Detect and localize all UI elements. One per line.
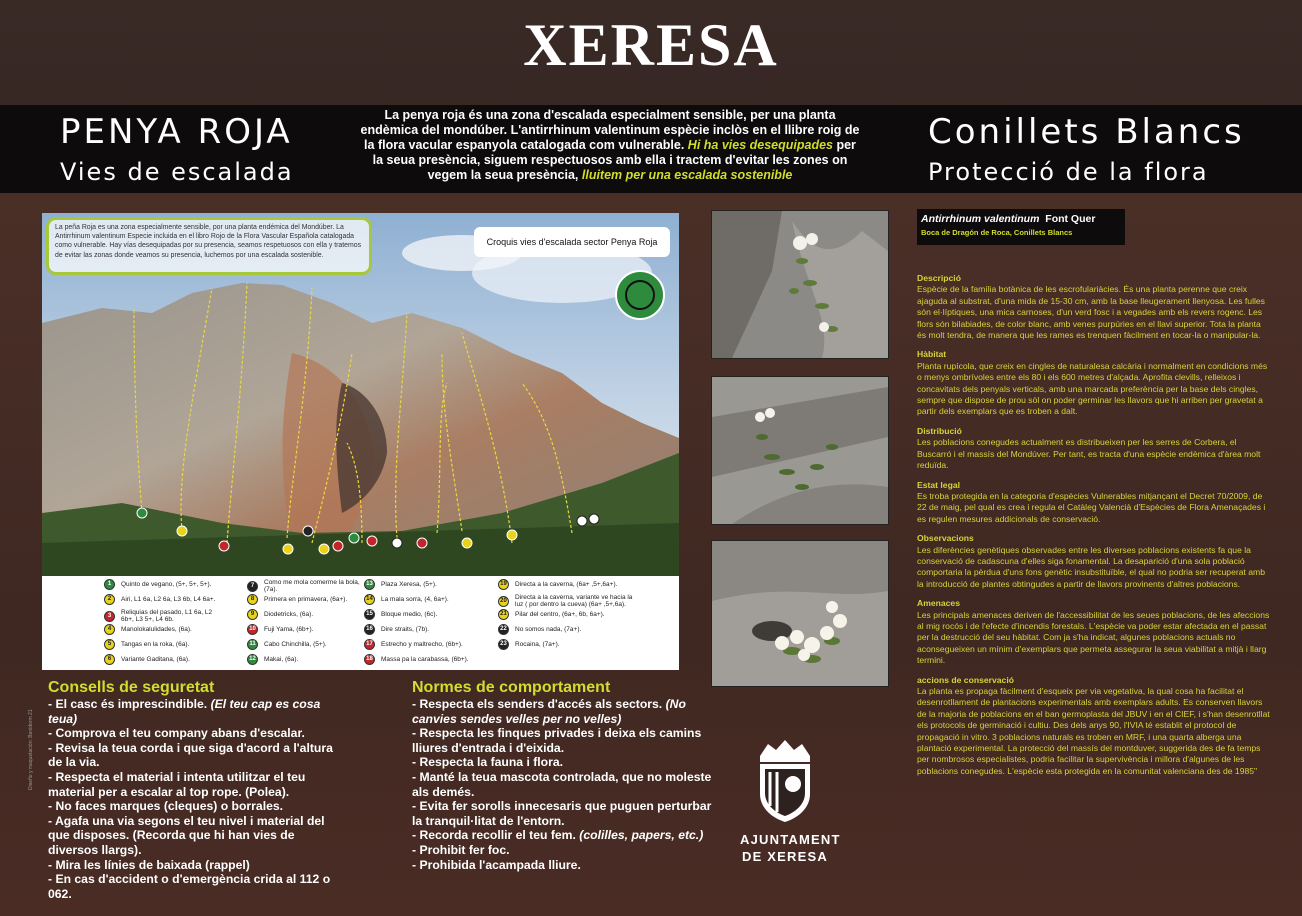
flora-section-text: La planta es propaga fàcilment d'esqueix per via vegetativa, la qual cosa ha facilitat el desenrotllament de plantacions experimentals amb exemplars adults. Es conserven llavors de la majoria de poblacions en el ban germoplasta del JBUV i en el CIEF, i s'han desenrotllat els protocols de germinació i cultiu. Des dels anys 90, l'IVIA té establit el protocol de propagació in vitro. 3 poblacions naturals es troben en MRF, i una quarta alberga una plantació experimental. La protecció del massís del montduver, suggerida des de fa temps per nombrosos especialistes, podria facilitar la supervivència i millora d'algunes de les poblacions conegudes. L'espècie esta protegida en la comunitat valenciana des de 1985"	[917, 686, 1270, 776]
rule-text: - Agafa una via segons el teu nivel i material del que disposes. (Recorda que hi han vies de diversos llargs).	[48, 813, 325, 857]
flora-section-text: Planta rupícola, que creix en cingles de naturalesa calcària i normalment en condicions més o menys ombrívoles entre els 80 i els 600 metres d'alçada. Aprofita clevills, relleixos i concavitats dels penyals verticals, amb una marcada preferència per la base dels cingles, sempre que dispose de prou sòl on poder germinar les llavors que hi arriben per gravetat a partir dels exemplars que es troben a dalt.	[917, 360, 1268, 417]
route-number-badge: 14	[364, 594, 375, 605]
route-number-badge: 9	[247, 609, 258, 620]
flora-section-heading: Amenaces	[917, 598, 960, 609]
species-author: Font Quer	[1045, 213, 1096, 225]
route-number-badge: 1	[104, 579, 115, 590]
route-number-badge: 18	[364, 654, 375, 665]
flora-section-heading: Descripció	[917, 273, 961, 283]
rule-item	[412, 770, 712, 799]
conillets-subtitle: Protecció de la flora	[928, 158, 1209, 186]
flora-section-heading: Observacions	[917, 533, 974, 544]
legend-text: Estrecho y maltrecho, (6b+).	[381, 641, 463, 648]
legend-item	[247, 594, 367, 605]
rule-text: - Respecta les finques privades i deixa els camins lliures d'entrada i d'eixida.	[412, 726, 702, 755]
rule-text: - No faces marques (cleques) o borrales.	[48, 799, 284, 814]
flora-section-heading: Estat legal	[917, 479, 960, 490]
flora-section-text: Espècie de la família botànica de les escrofulariàcies. És una planta perenne que creix ajaguda al substrat, d'una mida de 15-30 cm, amb la base lleugerament llenyosa. Les fulles són el·líptiques, una mica carnoses, d'un verd fosc i a vegades amb els revers rogenc. Les flors són bilabiades, de color blanc, amb venes purpúries en el llavi superior. Tota la planta és molt tendra, de manera que les rames es trenquen fàcilment en tocar-la o manipular-la.	[917, 284, 1265, 341]
penya-roja-title: PENYA ROJA	[60, 112, 293, 152]
legend-item	[498, 624, 638, 635]
route-number-badge: 23	[498, 639, 509, 650]
rule-item	[412, 858, 712, 873]
route-number-badge: 22	[498, 624, 509, 635]
flora-section-text: Es troba protegida en la categoria d'espècies Vulnerables mitjançant el Decret 70/2009, de 22 de maig, pel qual es crea i regula el Catàleg Valencià d'Espècies de Flora Amenaçades i es regulen mesures addicionals de conservació.	[917, 490, 1266, 524]
rule-item	[48, 741, 348, 770]
club-logo	[616, 271, 664, 319]
route-number-badge: 12	[247, 654, 258, 665]
route-number-badge: 16	[364, 624, 375, 635]
legend-item	[364, 639, 484, 650]
route-number-badge: 20	[498, 596, 509, 607]
route-number-badge: 7	[247, 581, 258, 592]
route-number-badge: 15	[364, 609, 375, 620]
rule-note: (colilles, papers, etc.)	[579, 828, 704, 843]
species-common-name: Boca de Dragón de Roca, Conillets Blancs	[921, 228, 1073, 237]
species-header	[917, 209, 1125, 245]
penya-roja-subtitle: Vies de escalada	[60, 158, 294, 186]
legend-text: Quinto de vegano, (5+, 5+, 5+).	[121, 581, 212, 588]
route-number-badge: 11	[247, 639, 258, 650]
flora-section-heading: Hàbitat	[917, 349, 947, 360]
route-legend	[42, 576, 679, 670]
legend-item	[104, 624, 224, 635]
plant-photo-2	[711, 376, 889, 525]
legend-item	[498, 609, 638, 620]
rule-note: (No canvies sendes velles per no velles)	[412, 697, 686, 726]
design-credit: Diseño y maquetación: Benidorm 21	[28, 709, 34, 790]
legend-item	[247, 639, 367, 650]
legend-text: Primera en primavera, (6a+).	[264, 596, 348, 603]
route-number-badge: 2	[104, 594, 115, 605]
rule-item	[48, 814, 348, 858]
climbing-topo	[42, 213, 679, 670]
coat-of-arms-icon	[740, 736, 830, 826]
rule-item	[412, 697, 712, 726]
route-number-badge: 19	[498, 579, 509, 590]
rule-text: - Prohibit fer foc.	[412, 842, 510, 857]
legend-text: Bloque medio, (6c).	[381, 611, 438, 618]
behaviour-title: Normes de comportament	[412, 679, 611, 696]
legend-text: Makai, (6a).	[264, 656, 299, 663]
legend-text: Tangas en la roka, (6a).	[121, 641, 190, 648]
route-number-badge: 8	[247, 594, 258, 605]
legend-item	[364, 579, 484, 590]
legend-text: Directa a la caverna, variante ve hacia la luz ( por dentro la cueva) (6a+ ,5+,6a).	[515, 594, 633, 608]
legend-text: Fuji Yama, (6b+).	[264, 626, 314, 633]
page-title: XERESA	[523, 12, 779, 78]
rule-item	[48, 858, 348, 873]
legend-text: Plaza Xeresa, (5+).	[381, 581, 437, 588]
legend-item	[364, 624, 484, 635]
legend-item	[247, 654, 367, 665]
legend-item	[104, 654, 224, 665]
logo-line-2: DE XERESA	[742, 849, 828, 864]
rule-text: - Comprova el teu company abans d'escalar.	[48, 726, 305, 741]
flora-section-heading: accions de conservació	[917, 674, 1014, 685]
legend-text: Como me mola comerme la bola, (7a).	[264, 579, 360, 593]
rule-item	[412, 799, 712, 828]
legend-item	[498, 639, 638, 650]
legend-text: Rocaina, (7a+).	[515, 641, 560, 648]
behaviour-section	[412, 679, 712, 872]
route-number-badge: 13	[364, 579, 375, 590]
legend-item	[104, 639, 224, 650]
intro-text: La penya roja és una zona d'escalada especialment sensible, per una planta endèmica del mondúber. L'antirrhinum valentinum espècie inclòs en el llibre roig de la flora vacular espanyola catalogada com vulnerable. Hi ha vies desequipades per la seua presència, siguem respectuosos amb ella i tractem d'evitar les zones on vegem la seua presència, lluitem per una escalada sostenible	[360, 108, 860, 182]
legend-text: Pilar del centro, (6a+, 6b, 6a+).	[515, 611, 605, 618]
rule-item	[412, 726, 712, 755]
croquis-label: Croquis vies d'escalada sector Penya Roja	[474, 227, 670, 257]
rule-text: - El casc és imprescindible.	[48, 697, 211, 711]
rule-text: - Evita fer sorolls innecesaris que puguen perturbar la tranquil·litat de l'entorn.	[412, 799, 712, 828]
legend-text: Cabo Chinchilla, (5+).	[264, 641, 327, 648]
route-number-badge: 6	[104, 654, 115, 665]
rule-text: - Revisa la teua corda i que siga d'acord a l'altura de la via.	[48, 740, 333, 770]
rule-text: - Prohibida l'acampada lliure.	[412, 857, 581, 872]
flora-section-heading: Distribució	[917, 425, 962, 436]
flora-info	[917, 265, 1272, 777]
safety-section	[48, 679, 348, 901]
route-number-badge: 3	[104, 611, 115, 622]
legend-item	[498, 594, 638, 608]
plant-photo-3	[711, 540, 889, 687]
legend-text: Massa pa la carabassa, (6b+).	[381, 656, 469, 663]
legend-item	[247, 609, 367, 620]
conillets-title: Conillets Blancs	[928, 112, 1245, 152]
rule-text: - En cas d'accident o d'emergència crida al 112 o 062.	[48, 872, 331, 901]
legend-item	[247, 579, 367, 593]
rule-note: (El teu cap es cosa teua)	[48, 697, 321, 726]
behaviour-list	[412, 697, 712, 872]
route-number-badge: 4	[104, 624, 115, 635]
topo-note: La peña Roja es una zona especialmente sensible, por una planta endémica del Mondúber. La Antirrhinum valentinum Especie incluida en el libro Rojo de la Flora Vascular Española catalogada como vulnerable. Hay vías desequipadas por su presencia, seamos respetuosos con ella y tratemos de evitar las zonas donde veamos su presencia, luchemos por una escalada sostenible.	[46, 217, 372, 275]
route-number-badge: 17	[364, 639, 375, 650]
route-number-badge: 10	[247, 624, 258, 635]
logo-line-1: AJUNTAMENT	[740, 832, 841, 847]
legend-text: Diodetricks, (6a).	[264, 611, 314, 618]
rule-text: - Respecta la fauna i flora.	[412, 755, 564, 770]
rule-item	[48, 770, 348, 799]
legend-item	[104, 579, 224, 590]
legend-text: Airi, L1 6a, L2 6a, L3 6b, L4 6a+.	[121, 596, 216, 603]
rule-item	[48, 726, 348, 741]
species-name: Antirrhinum valentinum	[921, 213, 1040, 225]
rule-item	[412, 755, 712, 770]
rule-text: - Mira les línies de baixada (rappel)	[48, 857, 250, 872]
plant-photo-1	[711, 210, 889, 359]
rule-item	[48, 799, 348, 814]
rule-item	[412, 843, 712, 858]
flora-section-text: Les diferències genètiques observades entre les diverses poblacions existents fa que la conservació de cadascuna d'elles siga fonamental. La desaparició d'una sola població comportaria la pèrdua d'uns fons genètic insubstituïble, el qual no podria ser recuperat amb la introducció de plantes obtingudes a partir de llavors provinents d'altres poblacions.	[917, 544, 1265, 589]
ajuntament-logo	[740, 736, 841, 865]
legend-text: La mala sorra, (4, 6a+).	[381, 596, 449, 603]
rule-item	[412, 828, 712, 843]
legend-item	[364, 609, 484, 620]
legend-text: No somos nada, (7a+).	[515, 626, 582, 633]
safety-title: Consells de seguretat	[48, 679, 215, 696]
flora-section-text: Les principals amenaces deriven de l'accessibilitat de les seues poblacions, de les afeccions al mig rocós i de l'efecte d'incendis forestals. L'espècie va poder estar afectada en el passat per la destrucció del seu hàbitat. Com ja s'ha indicat, algunes poblacions actuals no aconsegueixen un mínim d'exemplars que permeta assegurar la seua viabilitat a mitjà i llarg termini.	[917, 609, 1270, 666]
legend-text: Directa a la caverna, (6a+ ,5+,6a+).	[515, 581, 618, 588]
legend-item	[498, 579, 638, 590]
legend-text: Variante Gaditana, (6a).	[121, 656, 190, 663]
legend-item	[364, 654, 484, 665]
rule-text: - Recorda recollir el teu fem.	[412, 828, 580, 843]
rule-text: - Respecta el material i intenta utilitzar el teu material per a escalar al top rope. (Polea).	[48, 769, 306, 799]
legend-text: Manolokalulidades, (6a).	[121, 626, 192, 633]
legend-item	[364, 594, 484, 605]
rule-text: - Respecta els senders d'accés als sectors.	[412, 697, 666, 711]
route-number-badge: 5	[104, 639, 115, 650]
legend-item	[104, 594, 224, 605]
rule-item	[48, 697, 348, 726]
legend-text: Dire straits, (7b).	[381, 626, 430, 633]
safety-list	[48, 697, 348, 901]
legend-item	[104, 609, 224, 623]
rule-text: - Manté la teua mascota controlada, que no moleste als demés.	[412, 769, 712, 799]
route-number-badge: 21	[498, 609, 509, 620]
legend-text: Reliquias del pasado, L1 6a, L2 6b+, L3 5+, L4 6b.	[121, 609, 213, 623]
rule-item	[48, 872, 348, 901]
legend-item	[247, 624, 367, 635]
flora-section-text: Les poblacions conegudes actualment es distribueixen per les serres de Corbera, el Buscarró i el massís del Mondúver. Per tant, es tracta d'una espècie endèmica d'àrea molt reduïda.	[917, 437, 1261, 471]
